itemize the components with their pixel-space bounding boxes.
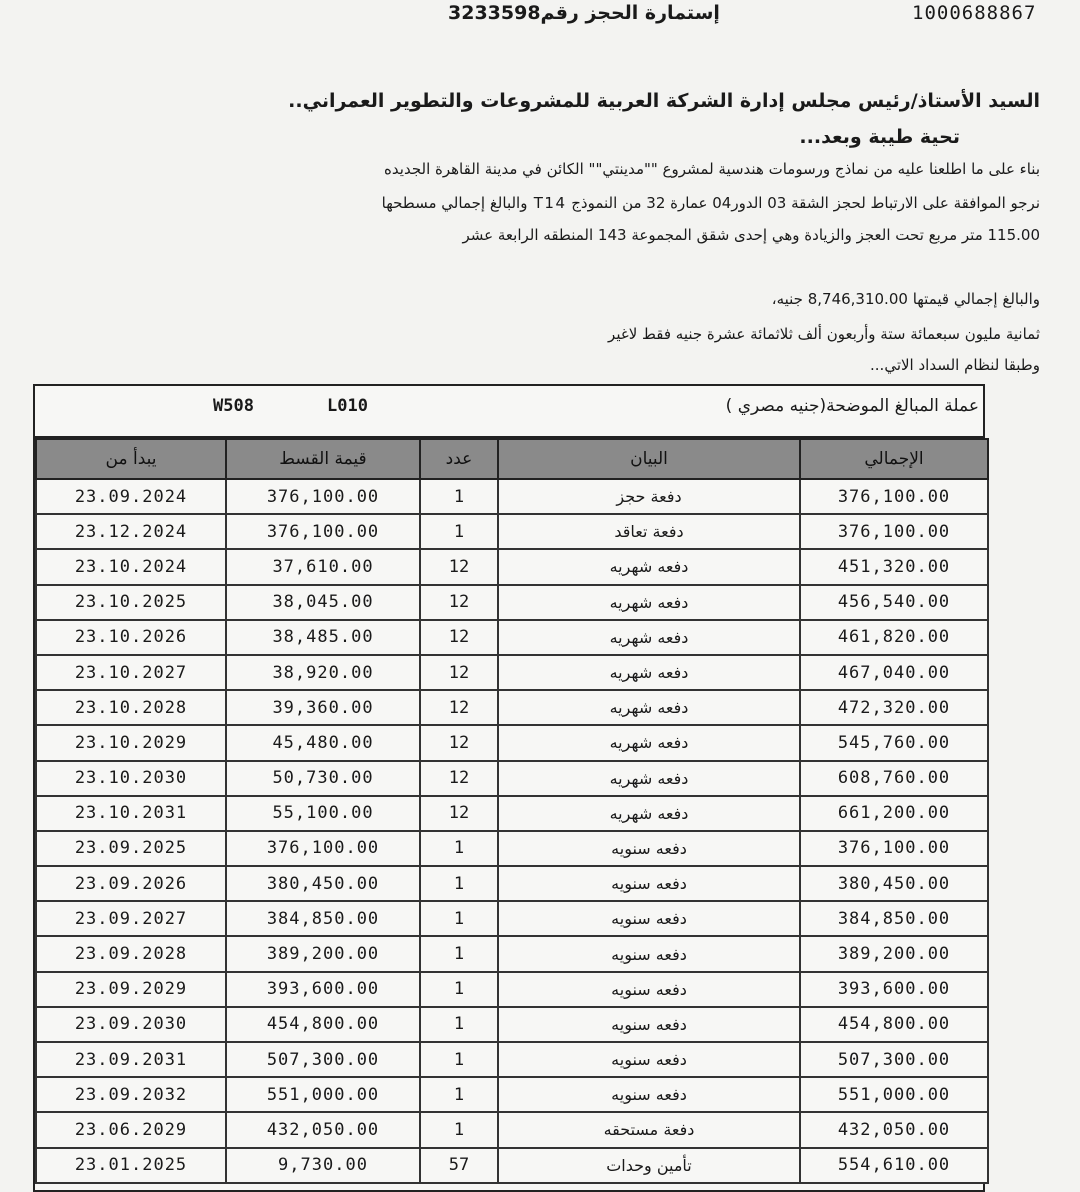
cell-description: دفعه سنويه — [498, 1077, 800, 1112]
table-row — [36, 831, 988, 866]
cell-count: 1 — [420, 901, 498, 936]
cell-description: دفعه شهريه — [498, 796, 800, 831]
cell-installment: 384,850.00 — [226, 901, 420, 936]
cell-total: 456,540.00 — [800, 585, 988, 620]
cell-installment: 454,800.00 — [226, 1007, 420, 1042]
cell-start-date: 23.09.2026 — [36, 866, 226, 901]
cell-count: 1 — [420, 479, 498, 514]
cell-count: 1 — [420, 972, 498, 1007]
cell-total: 384,850.00 — [800, 901, 988, 936]
cell-start-date: 23.10.2030 — [36, 761, 226, 796]
cell-description: دفعه شهريه — [498, 655, 800, 690]
cell-installment: 432,050.00 — [226, 1112, 420, 1147]
cell-description: دفعه شهريه — [498, 761, 800, 796]
cell-start-date: 23.10.2024 — [36, 549, 226, 584]
cell-total: 461,820.00 — [800, 620, 988, 655]
cell-total: 451,320.00 — [800, 549, 988, 584]
cell-start-date: 23.01.2025 — [36, 1148, 226, 1183]
cell-start-date: 23.10.2029 — [36, 725, 226, 760]
cell-total: 554,610.00 — [800, 1148, 988, 1183]
cell-installment: 55,100.00 — [226, 796, 420, 831]
cell-installment: 376,100.00 — [226, 479, 420, 514]
header-start-date: يبدأ من — [36, 439, 226, 479]
cell-count: 1 — [420, 514, 498, 549]
cell-installment: 39,360.00 — [226, 690, 420, 725]
table-row — [36, 655, 988, 690]
cell-total: 432,050.00 — [800, 1112, 988, 1147]
cell-count: 1 — [420, 936, 498, 971]
cell-installment: 507,300.00 — [226, 1042, 420, 1077]
cell-count: 1 — [420, 831, 498, 866]
cell-start-date: 23.06.2029 — [36, 1112, 226, 1147]
cell-total: 551,000.00 — [800, 1077, 988, 1112]
table-row — [36, 479, 988, 514]
table-row — [36, 936, 988, 971]
table-row — [36, 1112, 988, 1147]
cell-total: 376,100.00 — [800, 514, 988, 549]
table-body — [36, 479, 988, 1183]
cell-start-date: 23.09.2024 — [36, 479, 226, 514]
cell-total: 454,800.00 — [800, 1007, 988, 1042]
cell-installment: 393,600.00 — [226, 972, 420, 1007]
form-title: إستمارة الحجز رقم3233598 — [448, 2, 720, 24]
letter-line-total-value: والبالغ إجمالي قيمتها 8,746,310.00 جنيه، — [771, 290, 1040, 308]
cell-start-date: 23.12.2024 — [36, 514, 226, 549]
table-row — [36, 1148, 988, 1183]
cell-count: 1 — [420, 1112, 498, 1147]
cell-description: دفعه شهريه — [498, 620, 800, 655]
cell-count: 12 — [420, 690, 498, 725]
cell-start-date: 23.09.2027 — [36, 901, 226, 936]
header-count: عدد — [420, 439, 498, 479]
cell-start-date: 23.09.2025 — [36, 831, 226, 866]
cell-start-date: 23.09.2031 — [36, 1042, 226, 1077]
cell-start-date: 23.09.2032 — [36, 1077, 226, 1112]
letter-line-1: بناء على ما اطلعنا عليه من نماذج ورسومات هندسية لمشروع ""مدينتي"" الكائن في مدينة القاهرة الجديده — [384, 160, 1040, 178]
table-caption-row — [35, 386, 983, 438]
cell-count: 1 — [420, 1007, 498, 1042]
cell-description: دفعه سنويه — [498, 901, 800, 936]
schedule-grid — [35, 438, 989, 1184]
cell-count: 12 — [420, 585, 498, 620]
cell-count: 57 — [420, 1148, 498, 1183]
cell-start-date: 23.09.2029 — [36, 972, 226, 1007]
cell-total: 376,100.00 — [800, 831, 988, 866]
cell-count: 1 — [420, 1077, 498, 1112]
table-row — [36, 761, 988, 796]
cell-description: دفعة حجز — [498, 479, 800, 514]
cell-description: دفعة مستحقه — [498, 1112, 800, 1147]
table-row — [36, 796, 988, 831]
cell-start-date: 23.10.2027 — [36, 655, 226, 690]
cell-description: دفعه شهريه — [498, 725, 800, 760]
cell-count: 12 — [420, 549, 498, 584]
currency-caption: عملة المبالغ الموضحة(جنيه مصري ) — [725, 396, 979, 416]
cell-total: 393,600.00 — [800, 972, 988, 1007]
cell-description: دفعه شهريه — [498, 690, 800, 725]
cell-start-date: 23.10.2026 — [36, 620, 226, 655]
cell-count: 12 — [420, 620, 498, 655]
cell-count: 1 — [420, 866, 498, 901]
payment-schedule-table — [33, 384, 985, 1192]
table-row — [36, 620, 988, 655]
greeting: تحية طيبة وبعد... — [799, 126, 960, 148]
letter-line-3: 115.00 متر مربع تحت العجز والزيادة وهي إحدى شقق المجموعة 143 المنطقه الرابعة عشر — [462, 226, 1040, 244]
cell-installment: 9,730.00 — [226, 1148, 420, 1183]
cell-description: دفعه شهريه — [498, 585, 800, 620]
cell-description: دفعة تعاقد — [498, 514, 800, 549]
table-row — [36, 690, 988, 725]
cell-total: 467,040.00 — [800, 655, 988, 690]
cell-description: دفعه سنويه — [498, 1007, 800, 1042]
table-row — [36, 972, 988, 1007]
table-header-row — [36, 439, 988, 479]
header-total: الإجمالي — [800, 439, 988, 479]
cell-installment: 380,450.00 — [226, 866, 420, 901]
reference-number: 1000688867 — [912, 2, 1037, 24]
table-row — [36, 866, 988, 901]
cell-count: 12 — [420, 796, 498, 831]
cell-total: 472,320.00 — [800, 690, 988, 725]
cell-description: دفعه سنويه — [498, 936, 800, 971]
code-l: L010 — [327, 396, 368, 416]
cell-total: 608,760.00 — [800, 761, 988, 796]
cell-start-date: 23.10.2031 — [36, 796, 226, 831]
cell-count: 12 — [420, 761, 498, 796]
table-row — [36, 514, 988, 549]
cell-installment: 38,485.00 — [226, 620, 420, 655]
table-row — [36, 585, 988, 620]
letter-line-payment-intro: وطبقا لنظام السداد الاتي... — [870, 356, 1040, 374]
header-description: البيان — [498, 439, 800, 479]
cell-count: 12 — [420, 655, 498, 690]
cell-total: 661,200.00 — [800, 796, 988, 831]
salutation: السيد الأستاذ/رئيس مجلس إدارة الشركة العربية للمشروعات والتطوير العمراني.. — [288, 90, 1040, 112]
cell-installment: 389,200.00 — [226, 936, 420, 971]
cell-installment: 376,100.00 — [226, 831, 420, 866]
cell-installment: 37,610.00 — [226, 549, 420, 584]
cell-installment: 45,480.00 — [226, 725, 420, 760]
cell-description: دفعه سنويه — [498, 1042, 800, 1077]
cell-description: دفعه سنويه — [498, 972, 800, 1007]
table-row — [36, 549, 988, 584]
table-row — [36, 1007, 988, 1042]
cell-start-date: 23.09.2030 — [36, 1007, 226, 1042]
cell-start-date: 23.09.2028 — [36, 936, 226, 971]
code-w: W508 — [213, 396, 254, 416]
letter-line-amount-words: ثمانية مليون سبعمائة ستة وأربعون ألف ثلاثمائة عشرة جنيه فقط لاغير — [608, 325, 1040, 343]
cell-description: تأمين وحدات — [498, 1148, 800, 1183]
cell-installment: 376,100.00 — [226, 514, 420, 549]
cell-total: 507,300.00 — [800, 1042, 988, 1077]
cell-description: دفعه شهريه — [498, 549, 800, 584]
cell-count: 12 — [420, 725, 498, 760]
cell-start-date: 23.10.2025 — [36, 585, 226, 620]
cell-installment: 50,730.00 — [226, 761, 420, 796]
table-row — [36, 1042, 988, 1077]
cell-installment: 38,045.00 — [226, 585, 420, 620]
cell-total: 376,100.00 — [800, 479, 988, 514]
cell-count: 1 — [420, 1042, 498, 1077]
cell-total: 545,760.00 — [800, 725, 988, 760]
letter-line-2: نرجو الموافقة على الارتباط لحجز الشقة 03 الدور04 عمارة 32 من النموذج T14 والبالغ إجمالي مسطحها — [381, 194, 1040, 212]
table-row — [36, 725, 988, 760]
cell-description: دفعه سنويه — [498, 866, 800, 901]
table-row — [36, 901, 988, 936]
cell-installment: 38,920.00 — [226, 655, 420, 690]
cell-installment: 551,000.00 — [226, 1077, 420, 1112]
header-installment-value: قيمة القسط — [226, 439, 420, 479]
cell-total: 380,450.00 — [800, 866, 988, 901]
cell-total: 389,200.00 — [800, 936, 988, 971]
cell-start-date: 23.10.2028 — [36, 690, 226, 725]
table-row — [36, 1077, 988, 1112]
cell-description: دفعه سنويه — [498, 831, 800, 866]
